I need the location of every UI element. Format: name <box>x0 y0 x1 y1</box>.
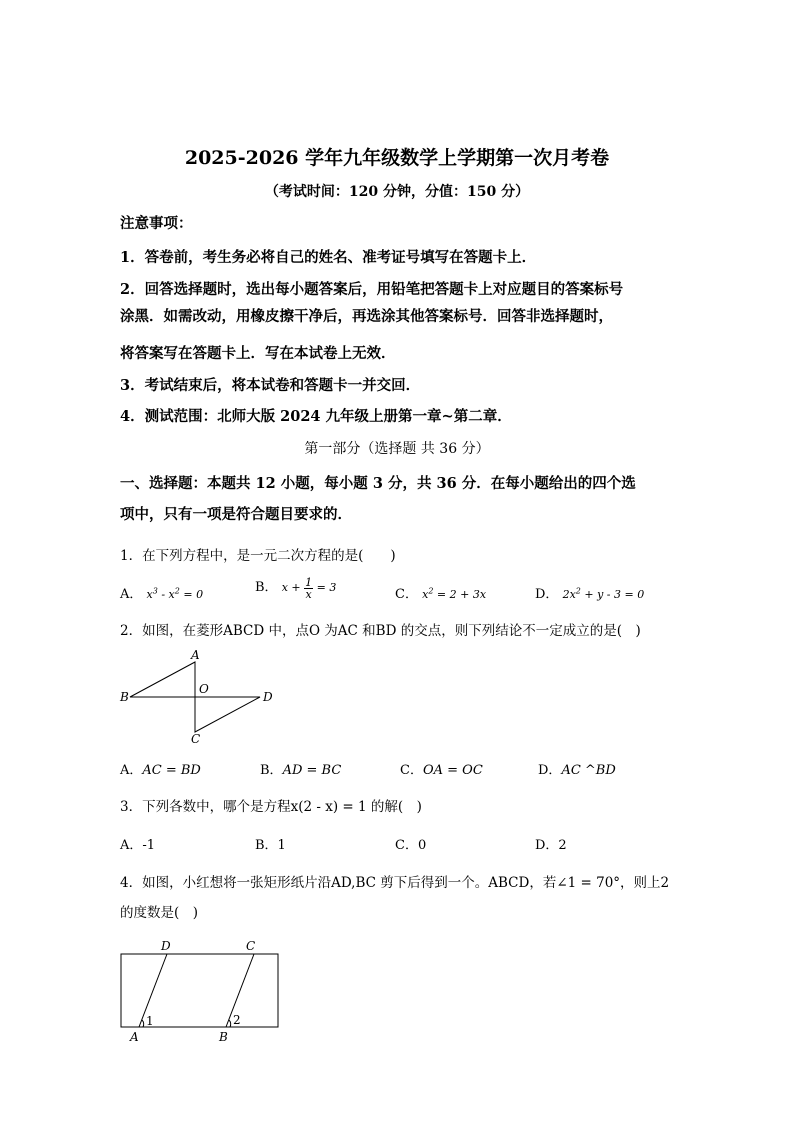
option-text: AD = BC <box>282 763 342 778</box>
notes-item-1: 1．答卷前，考生务必将自己的姓名、准考证号填写在答题卡上． <box>120 249 537 266</box>
question-2-stem: 2．如图，在菱形ABCD 中，点O 为AC 和BD 的交点，则下列结论不一定成立的是( ) <box>120 623 641 639</box>
label-b: B <box>219 1030 228 1044</box>
option-text: AC = BD <box>142 763 201 778</box>
question-1-option-b <box>255 576 336 600</box>
rhombus-figure <box>118 646 278 746</box>
angle-2-label: 2 <box>233 1013 241 1027</box>
notes-item-4: 4．测试范围：北师大版 2024 九年级上册第一章~第二章． <box>120 408 512 425</box>
question-1-option-c <box>395 583 486 602</box>
label-a: A <box>130 1030 139 1044</box>
question-2-option-d <box>538 759 616 778</box>
label-d: D <box>161 939 171 953</box>
option-a-math: $x^3 - x^2 = 0$ <box>146 586 204 601</box>
notes-item-2-line-2: 涂黑．如需改动，用橡皮擦干净后，再选涂其他答案标号．回答非选择题时， <box>120 308 613 325</box>
exam-subtitle: （考试时间：120 分钟，分值：150 分） <box>264 184 530 200</box>
question-4-stem-line-2: 的度数是( ) <box>120 905 199 921</box>
label-c: C <box>191 732 201 746</box>
option-label: A． <box>120 587 143 602</box>
angle-2-arc <box>229 1020 231 1027</box>
option-c-math: $x^2 = 2 + 3x$ <box>422 586 487 601</box>
option-text: OA = OC <box>422 763 483 778</box>
option-label: D． <box>535 587 559 602</box>
question-3-option-b: B．1 <box>255 838 286 853</box>
angle-1-arc <box>142 1020 144 1027</box>
label-o: O <box>199 682 209 696</box>
question-1-stem: 1．在下列方程中，是一元二次方程的是( ) <box>120 548 396 564</box>
notes-heading: 注意事项： <box>120 215 193 232</box>
notes-item-3: 3．考试结束后，将本试卷和答题卡一并交回． <box>120 377 421 394</box>
rectangle-parallelogram-figure <box>115 936 290 1048</box>
option-label: C． <box>395 587 418 602</box>
rectangle-outline <box>121 954 278 1027</box>
notes-item-2-line-1: 2．回答选择题时，选出每小题答案后，用铅笔把答题卡上对应题目的答案标号 <box>120 281 624 298</box>
option-label: A． <box>120 763 143 778</box>
question-2-option-b <box>260 759 341 778</box>
question-4-stem-line-1: 4．如图，小红想将一张矩形纸片沿AD,BC 剪下后得到一个。ABCD，若∠1 = 70°，则上2 <box>120 875 670 891</box>
label-b: B <box>120 690 129 704</box>
section-1-line-2: 项中，只有一项是符合题目要求的． <box>120 506 352 523</box>
question-1-option-a <box>120 583 203 602</box>
question-3-option-d: D．2 <box>535 838 567 853</box>
label-c: C <box>246 939 256 953</box>
option-label: C． <box>400 763 423 778</box>
notes-item-2-line-3: 将答案写在答题卡上．写在本试卷上无效． <box>120 345 396 362</box>
part-1-title: 第一部分（选择题 共 36 分） <box>304 441 490 457</box>
question-1-option-d <box>535 583 644 602</box>
section-1-line-1: 一、选择题：本题共 12 小题，每小题 3 分，共 36 分．在每小题给出的四个选 <box>120 475 636 492</box>
option-b-math: x + $\frac{1}{x}$ = 3 <box>281 575 337 601</box>
option-text: AC ^BD <box>561 763 616 778</box>
label-a: A <box>191 648 200 662</box>
angle-1-label: 1 <box>146 1014 154 1028</box>
exam-title: 2025-2026 学年九年级数学上学期第一次月考卷 <box>184 147 610 169</box>
question-3-option-c: C．0 <box>395 838 427 853</box>
question-2-option-c <box>400 759 483 778</box>
question-2-option-a <box>120 759 201 778</box>
question-3-stem: 3．下列各数中，哪个是方程x(2 - x) = 1 的解( ) <box>120 799 422 815</box>
option-label: B． <box>260 763 283 778</box>
option-label: B． <box>255 580 278 595</box>
option-d-math: $2x^2 + y - 3 = 0$ <box>562 586 645 601</box>
option-label: D． <box>538 763 562 778</box>
label-d: D <box>263 690 273 704</box>
question-3-option-a: A．-1 <box>120 838 156 853</box>
